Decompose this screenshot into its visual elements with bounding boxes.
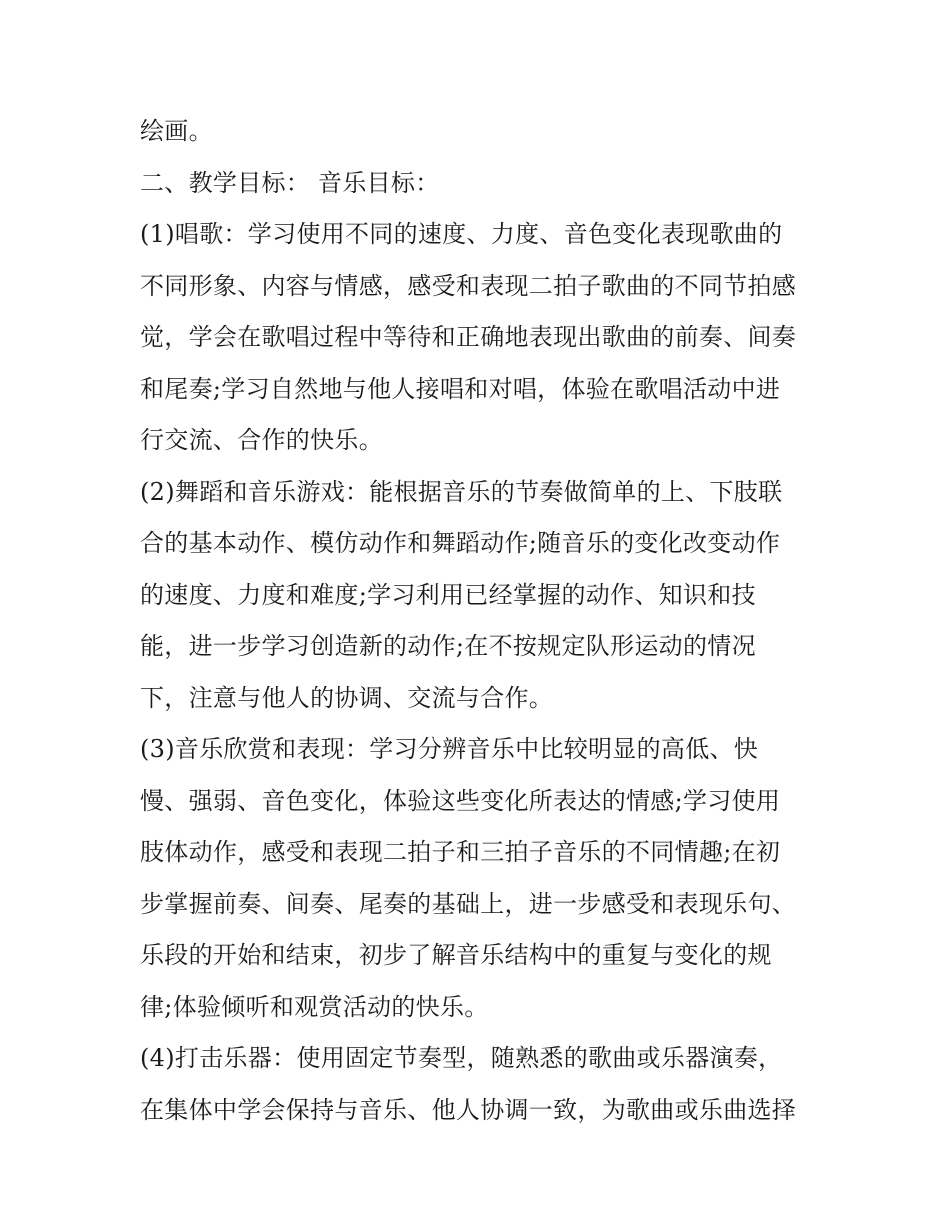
text-line: 慢、强弱、音色变化，体验这些变化所表达的情感;学习使用 <box>140 786 781 815</box>
text-line: (1)唱歌：学习使用不同的速度、力度、音色变化表现歌曲的 <box>140 220 783 248</box>
text-line: 在集体中学会保持与音乐、他人协调一致，为歌曲或乐曲选择 <box>140 1095 797 1124</box>
text-line: 绘画。 <box>140 117 213 145</box>
text-line: 能，进一步学习创造新的动作;在不按规定队形运动的情况 <box>140 632 756 660</box>
text-line: (3)音乐欣赏和表现：学习分辨音乐中比较明显的高低、快 <box>140 735 759 763</box>
text-line: 乐段的开始和结束，初步了解音乐结构中的重复与变化的规 <box>140 941 772 969</box>
text-line: 觉，学会在歌唱过程中等待和正确地表现出歌曲的前奏、间奏 <box>140 323 797 351</box>
text-line: 律;体验倾听和观赏活动的快乐。 <box>140 992 489 1021</box>
text-line: 步掌握前奏、间奏、尾奏的基础上，进一步感受和表现乐句、 <box>140 889 797 918</box>
section-heading: 二、教学目标： 音乐目标： <box>140 168 440 197</box>
text-line: 肢体动作，感受和表现二拍子和三拍子音乐的不同情趣;在初 <box>140 838 781 866</box>
text-line: 合的基本动作、模仿动作和舞蹈动作;随音乐的变化改变动作 <box>140 529 781 557</box>
document-body <box>140 106 820 1136</box>
text-line: (2)舞蹈和音乐游戏：能根据音乐的节奏做简单的上、下肢联 <box>140 477 783 506</box>
text-line: 不同形象、内容与情感，感受和表现二拍子歌曲的不同节拍感 <box>140 271 797 300</box>
text-line: 和尾奏;学习自然地与他人接唱和对唱，体验在歌唱活动中进 <box>140 374 781 403</box>
text-line: (4)打击乐器：使用固定节奏型，随熟悉的歌曲或乐器演奏， <box>140 1044 783 1072</box>
text-line: 的速度、力度和难度;学习利用已经掌握的动作、知识和技 <box>140 580 756 609</box>
text-line: 行交流、合作的快乐。 <box>140 426 383 454</box>
text-line: 下，注意与他人的协调、交流与合作。 <box>140 683 554 712</box>
